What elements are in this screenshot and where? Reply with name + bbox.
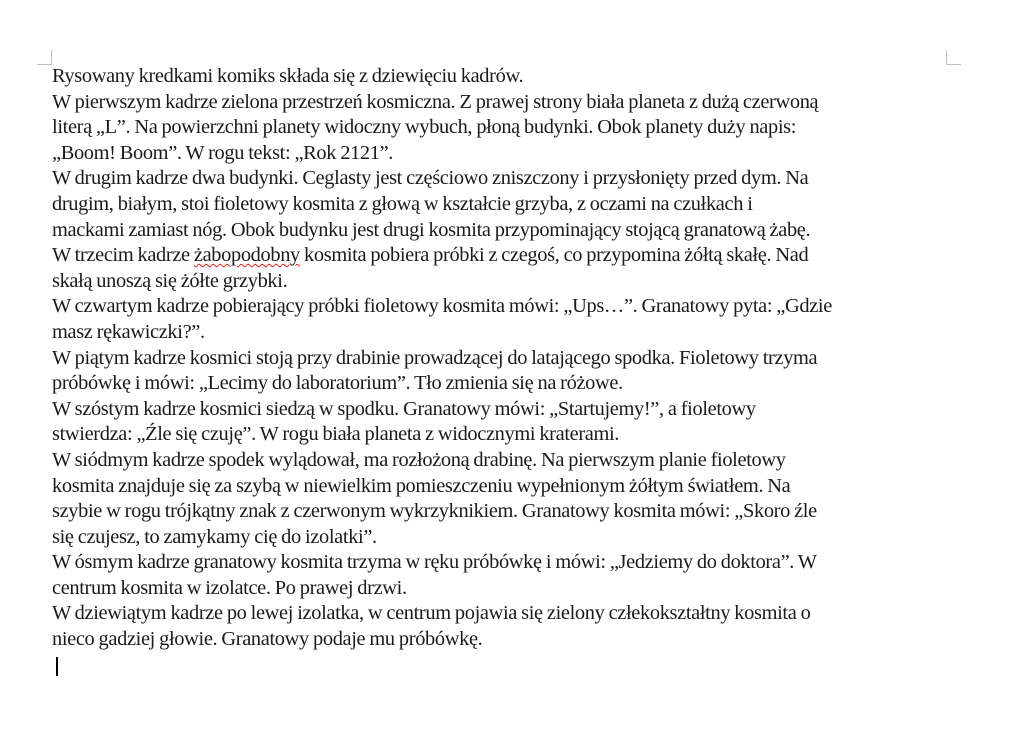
paragraph-empty-with-cursor[interactable] — [52, 653, 952, 679]
text-segment: kosmita pobiera próbki z czegoś, co przypomina żółtą skałę. Nad — [299, 244, 809, 267]
text-line: W czwartym kadrze pobierający próbki fioletowy kosmita mówi: „Ups…”. Granatowy pyta: „Gdzie — [52, 295, 832, 318]
text-line — [52, 243, 952, 269]
text-line: drugim, białym, stoi fioletowy kosmita z głową w kształcie grzyba, z oczami na czułkach i — [52, 192, 753, 215]
text-line: W dziewiątym kadrze po lewej izolatka, w centrum pojawia się zielony człekokształtny kosmita o — [52, 602, 811, 625]
text-line: stwierdza: „Źle się czuję”. W rogu biała planeta z widocznymi kraterami. — [52, 423, 620, 446]
text-cursor — [56, 657, 58, 676]
text-line: masz rękawiczki?”. — [52, 320, 205, 343]
page-corner-mark-top-right — [946, 50, 961, 65]
text-line: „Boom! Boom”. W rogu tekst: „Rok 2121”. — [52, 141, 394, 164]
paragraph-panel-3 — [52, 243, 952, 294]
text-segment: W trzecim kadrze — [52, 244, 194, 267]
text-line: W pierwszym kadrze zielona przestrzeń kosmiczna. Z prawej strony biała planeta z dużą czerwoną — [52, 90, 819, 113]
paragraph-panel-4 — [52, 294, 952, 345]
text-line: szybie w rogu trójkątny znak z czerwonym wykrzyknikiem. Granatowy kosmita mówi: „Skoro źle — [52, 500, 817, 523]
text-line: nieco gadziej głowie. Granatowy podaje mu próbówkę. — [52, 628, 483, 651]
text-line: W piątym kadrze kosmici stoją przy drabinie prowadzącej do latającego spodka. Fioletowy trzyma — [52, 346, 818, 369]
text-line: skałą unoszą się żółte grzybki. — [52, 269, 288, 292]
text-line: mackami zamiast nóg. Obok budynku jest drugi kosmita przypominający stojącą granatową żabę. — [52, 218, 811, 241]
text-line: Rysowany kredkami komiks składa się z dziewięciu kadrów. — [52, 65, 524, 87]
paragraph-panel-6 — [52, 397, 952, 448]
text-line-empty[interactable] — [52, 653, 952, 679]
paragraph-panel-8 — [52, 550, 952, 601]
paragraph-panel-9 — [52, 601, 952, 652]
text-line: W siódmym kadrze spodek wylądował, ma rozłożoną drabinę. Na pierwszym planie fioletowy — [52, 448, 786, 471]
spellcheck-flagged-word[interactable]: żabopodobny — [193, 244, 300, 267]
page-corner-mark-top-left — [37, 50, 52, 65]
text-line: W drugim kadrze dwa budynki. Ceglasty jest częściowo zniszczony i przysłonięty przed dym. Na — [52, 167, 809, 190]
paragraph-panel-7 — [52, 448, 952, 550]
text-line: W szóstym kadrze kosmici siedzą w spodku. Granatowy mówi: „Startujemy!”, a fioletowy — [52, 397, 756, 420]
text-line: literą „L”. Na powierzchni planety widoczny wybuch, płoną budynki. Obok planety duży napis: — [52, 116, 797, 139]
document-body[interactable] — [52, 64, 952, 678]
text-line: się czujesz, to zamykamy cię do izolatki”. — [52, 525, 377, 548]
paragraph-panel-1 — [52, 90, 952, 167]
text-line: centrum kosmita w izolatce. Po prawej drzwi. — [52, 576, 407, 599]
paragraph-intro — [52, 64, 952, 90]
paragraph-panel-5 — [52, 346, 952, 397]
text-line: kosmita znajduje się za szybą w niewielkim pomieszczeniu wypełnionym żółtym światłem. Na — [52, 474, 791, 497]
text-line: W ósmym kadrze granatowy kosmita trzyma w ręku próbówkę i mówi: „Jedziemy do doktora”. W — [52, 551, 817, 574]
text-line: próbówkę i mówi: „Lecimy do laboratorium”. Tło zmienia się na różowe. — [52, 372, 623, 395]
paragraph-panel-2 — [52, 166, 952, 243]
